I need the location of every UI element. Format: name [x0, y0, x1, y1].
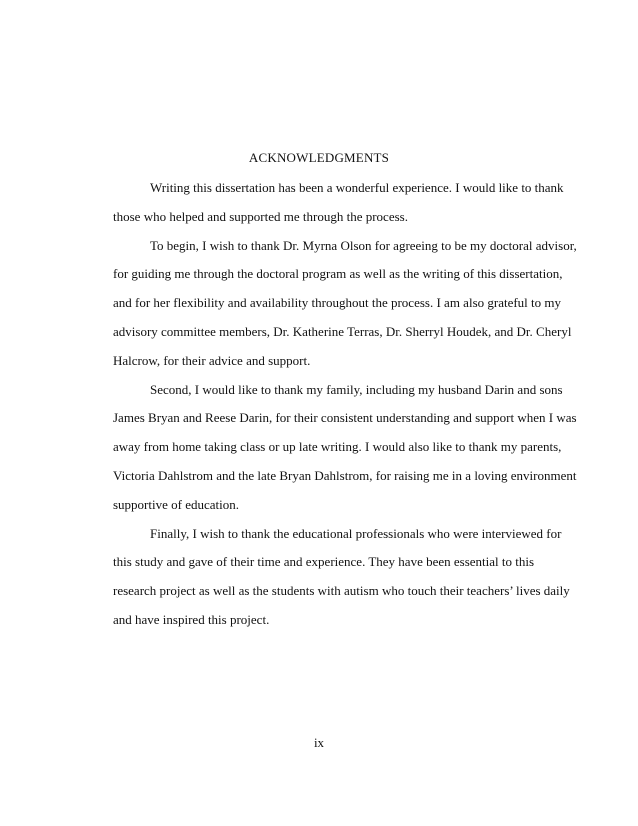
text-line: Writing this dissertation has been a wonderful experience. I would like to thank: [150, 180, 564, 195]
page-title: ACKNOWLEDGMENTS: [248, 150, 390, 165]
text-line: for guiding me through the doctoral program as well as the writing of this dissertation,: [113, 266, 563, 282]
text-line: Finally, I wish to thank the educational professionals who were interviewed for: [150, 525, 562, 541]
text-line: those who helped and supported me through the process.: [113, 208, 408, 224]
text-line: To begin, I wish to thank Dr. Myrna Olson for agreeing to be my doctoral advisor,: [150, 237, 577, 253]
text-line: away from home taking class or up late writing. I would also like to thank my parents,: [113, 439, 562, 455]
page-number: ix: [313, 735, 325, 750]
text-line: this study and gave of their time and experience. They have been essential to this: [113, 554, 535, 570]
text-line: advisory committee members, Dr. Katherine Terras, Dr. Sherryl Houdek, and Dr. Cheryl: [113, 323, 572, 339]
text-line: and have inspired this project.: [113, 611, 270, 627]
text-line: supportive of education.: [113, 496, 239, 512]
text-line: Second, I would like to thank my family, including my husband Darin and sons: [150, 381, 563, 397]
text-line: Victoria Dahlstrom and the late Bryan Dahlstrom, for raising me in a loving environment: [113, 467, 577, 483]
text-line: James Bryan and Reese Darin, for their consistent understanding and support when I was: [113, 410, 577, 426]
text-line: Halcrow, for their advice and support.: [113, 352, 311, 368]
text-line: and for her flexibility and availability throughout the process. I am also grateful to my: [113, 295, 562, 311]
text-line: research project as well as the students with autism who touch their teachers’ lives daily: [113, 583, 570, 599]
acknowledgments-body: [113, 174, 577, 635]
